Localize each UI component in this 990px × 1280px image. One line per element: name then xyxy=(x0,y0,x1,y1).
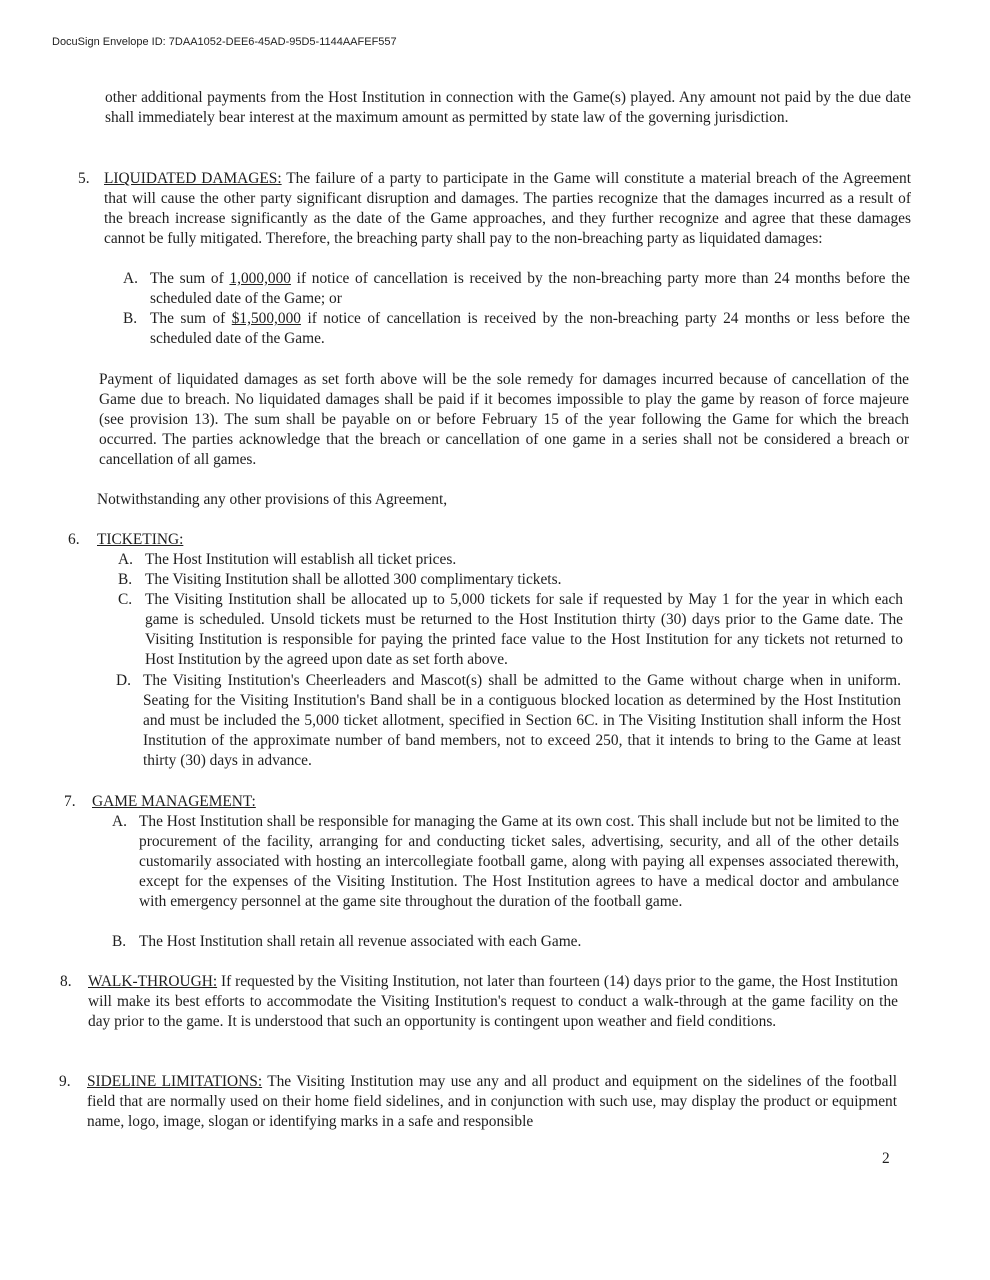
section-7b-label: B. xyxy=(112,933,127,950)
section-5-number: 5. xyxy=(78,170,90,187)
intro-paragraph: other additional payments from the Host Institution in connection with the Game(s) played. Any amount not paid by the due date shall immediately bear interest at the maximum amount as permitted by state law of the governing jurisdiction. xyxy=(105,89,911,126)
section-7a-label: A. xyxy=(112,813,127,830)
section-5a-text xyxy=(150,269,910,309)
envelope-id: DocuSign Envelope ID: 7DAA1052-DEE6-45AD-95D5-1144AAFEF557 xyxy=(52,36,397,48)
section-5b-label: B. xyxy=(123,310,138,327)
section-5b-text xyxy=(150,309,910,349)
section-9-heading: SIDELINE LIMITATIONS: xyxy=(87,1073,263,1090)
section-8-number: 8. xyxy=(60,973,72,990)
section-7b-text: The Host Institution shall retain all revenue associated with each Game. xyxy=(139,933,582,950)
section-5-text: The failure of a party to participate in the Game will constitute a material breach of the Agreement that will cause the other party significant disruption and damages. The parties recognize that the damages incurred as a result of the breach increase significantly as the date of the Game approaches, and they further recognize and agree that these damages cannot be fully mitigated. Therefore, the breaching party shall pay to the non-breaching party as liquidated damages: xyxy=(104,170,911,247)
liquidated-damages-payment-paragraph: Payment of liquidated damages as set forth above will be the sole remedy for damages incurred because of cancellation of the Game due to breach. No liquidated damages shall be paid if it becomes impossible to play the game by reason of force majeure (see provision 13). The sum shall be payable on or before February 15 of the year following the Game for which the breach occurred. The parties acknowledge that the breach or cancellation of one game in a series shall not be considered a breach or cancellation of all games. xyxy=(99,371,909,468)
section-5a-amount: 1,000,000 xyxy=(229,270,291,287)
section-7a-text: The Host Institution shall be responsible for managing the Game at its own cost. This shall include but not be limited to the procurement of the facility, arranging for and conducting ticket sales, advertising, security, and all of the other details customarily associated with hosting an intercollegiate football game, along with paying all expenses associated therewith, except for the expenses of the Visiting Institution. The Host Institution agrees to have a medical doctor and ambulance with emergency personnel at the game site throughout the duration of the football game. xyxy=(139,813,899,910)
section-6d-label: D. xyxy=(116,672,131,689)
section-5b-pre: The sum of xyxy=(150,310,232,327)
section-9-text: The Visiting Institution may use any and all product and equipment on the sidelines of the football field that are normally used on their home field sidelines, and in conjunction with such use, may display the product or equipment name, logo, image, slogan or identifying marks in a safe and responsible xyxy=(87,1073,898,1130)
section-5-heading: LIQUIDATED DAMAGES: xyxy=(104,170,282,187)
section-8-paragraph xyxy=(88,972,898,1032)
section-6b-text: The Visiting Institution shall be allotted 300 complimentary tickets. xyxy=(145,571,562,588)
section-9-paragraph xyxy=(87,1072,897,1132)
section-6b-label: B. xyxy=(118,571,133,588)
section-6d-text: The Visiting Institution's Cheerleaders and Mascot(s) shall be admitted to the Game without charge when in uniform. Seating for the Visiting Institution's Band shall be in a contiguous blocked location as determined by the Host Institution and must be included the 5,000 ticket allotment, specified in Section 6C. in The Visiting Institution shall inform the Host Institution of the approximate number of band members, not to exceed 250, that it intends to bring to the Game at least thirty (30) days in advance. xyxy=(143,672,901,769)
section-5b-amount: $1,500,000 xyxy=(231,310,301,327)
section-5a-pre: The sum of xyxy=(150,270,230,287)
section-8-text: If requested by the Visiting Institution, not later than fourteen (14) days prior to the game, the Host Institution will make its best efforts to accommodate the Visiting Institution's request to conduct a walk-through at the game facility on the day prior to the game. It is understood that such an opportunity is contingent upon weather and field conditions. xyxy=(88,973,898,1030)
section-6c-label: C. xyxy=(118,591,133,608)
section-6a-label: A. xyxy=(118,551,133,568)
section-6c-text: The Visiting Institution shall be allocated up to 5,000 tickets for sale if requested by May 1 for the year in which each game is scheduled. Unsold tickets must be returned to the Host Institution thirty (30) days prior to the Game date. The Visiting Institution is responsible for paying the printed face value to the Host Institution for any tickets not returned to Host Institution by the agreed upon date as set forth above. xyxy=(145,591,903,668)
section-5a-post: if notice of cancellation is received by the non-breaching party more than 24 months before the scheduled date of the Game; or xyxy=(150,270,910,307)
section-5b-post: if notice of cancellation is received by the non-breaching party 24 months or less before the scheduled date of the Game. xyxy=(150,310,911,347)
notwithstanding-paragraph: Notwithstanding any other provisions of this Agreement, xyxy=(97,491,448,508)
section-8-heading: WALK-THROUGH: xyxy=(88,973,218,990)
section-9-number: 9. xyxy=(59,1073,71,1090)
section-6a-text: The Host Institution will establish all ticket prices. xyxy=(145,551,457,568)
section-5a-label: A. xyxy=(123,270,138,287)
section-5-paragraph xyxy=(104,169,911,249)
section-6-number: 6. xyxy=(68,531,80,548)
section-6-heading: TICKETING: xyxy=(97,531,184,548)
page-number: 2 xyxy=(882,1150,890,1167)
section-7-heading: GAME MANAGEMENT: xyxy=(92,793,256,810)
section-7-number: 7. xyxy=(64,793,76,810)
